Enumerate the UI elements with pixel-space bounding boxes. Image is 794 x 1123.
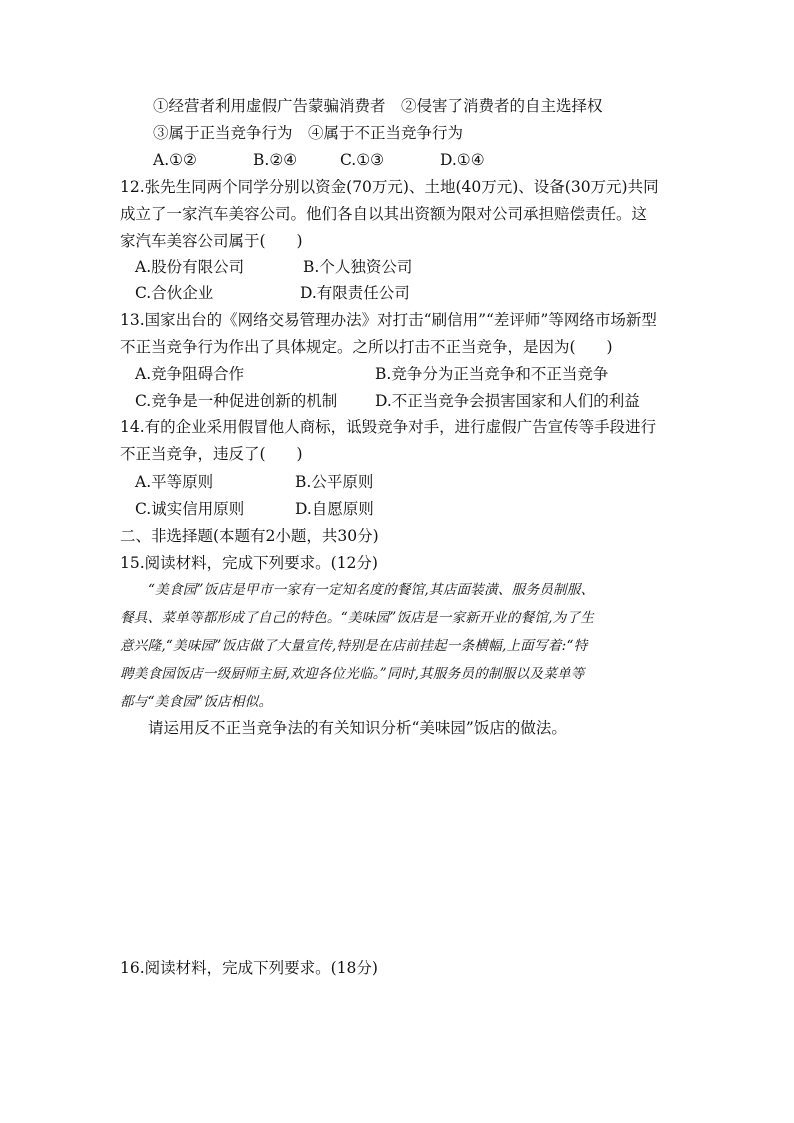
q13-option-c[interactable]: C.竞争是一种促进创新的机制 bbox=[135, 392, 338, 410]
q11-option-c[interactable]: C.①③ bbox=[340, 151, 385, 169]
q15-material-line-1: “美食园”饭店是甲市一家有一定知名度的餐馆,其店面装潢、服务员制服、 bbox=[148, 582, 595, 598]
q14-stem-line-2: 不正当竞争，违反了( ) bbox=[120, 445, 303, 463]
q15-answer-space[interactable] bbox=[120, 745, 680, 945]
q15-material-line-5: 都与“美食园”饭店相似。 bbox=[120, 694, 273, 710]
q11-option-a[interactable]: A.①② bbox=[153, 151, 197, 169]
q11-statements-line-1: ①经营者利用虚假广告蒙骗消费者 ②侵害了消费者的自主选择权 bbox=[153, 97, 603, 115]
q11-option-d[interactable]: D.①④ bbox=[440, 151, 485, 169]
q12-stem-line-1: 12.张先生同两个同学分别以资金(70万元)、土地(40万元)、设备(30万元)共同 bbox=[120, 178, 659, 196]
q12-option-d[interactable]: D.有限责任公司 bbox=[300, 284, 410, 302]
q14-option-a[interactable]: A.平等原则 bbox=[135, 473, 214, 491]
q15-material-line-3: 意兴隆,“美味园”饭店做了大量宣传,特别是在店前挂起一条横幅,上面写着:“特 bbox=[120, 638, 588, 654]
q14-option-b[interactable]: B.公平原则 bbox=[295, 473, 374, 491]
q12-option-c[interactable]: C.合伙企业 bbox=[135, 284, 214, 302]
q13-option-a[interactable]: A.竞争阻碍合作 bbox=[135, 365, 245, 383]
q12-option-a[interactable]: A.股份有限公司 bbox=[135, 258, 245, 276]
q13-option-d[interactable]: D.不正当竞争会损害国家和人们的利益 bbox=[375, 392, 640, 410]
q15-stem: 15.阅读材料，完成下列要求。(12分) bbox=[120, 554, 378, 572]
q15-material-line-2: 餐具、菜单等都形成了自己的特色。“美味园”饭店是一家新开业的餐馆,为了生 bbox=[120, 610, 595, 626]
q13-option-b[interactable]: B.竞争分为正当竞争和不正当竞争 bbox=[375, 365, 609, 383]
q14-option-c[interactable]: C.诚实信用原则 bbox=[135, 500, 245, 518]
q12-stem-line-2: 成立了一家汽车美容公司。他们各自以其出资额为限对公司承担赔偿责任。这 bbox=[120, 205, 648, 223]
q12-stem-line-3: 家汽车美容公司属于( ) bbox=[120, 232, 303, 250]
q14-option-d[interactable]: D.自愿原则 bbox=[295, 500, 374, 518]
q13-stem-line-2: 不正当竞争行为作出了具体规定。之所以打击不正当竞争，是因为( ) bbox=[120, 338, 613, 356]
q13-stem-line-1: 13.国家出台的《网络交易管理办法》对打击“刷信用”“差评师”等网络市场新型 bbox=[120, 311, 657, 329]
q12-option-b[interactable]: B.个人独资公司 bbox=[303, 258, 413, 276]
q11-statements-line-2: ③属于正当竞争行为 ④属于不正当竞争行为 bbox=[153, 124, 464, 142]
q16-stem: 16.阅读材料，完成下列要求。(18分) bbox=[120, 959, 378, 977]
q11-option-b[interactable]: B.②④ bbox=[253, 151, 298, 169]
q15-requirement: 请运用反不正当竞争法的有关知识分析“美味园”饭店的做法。 bbox=[148, 719, 567, 737]
q14-stem-line-1: 14.有的企业采用假冒他人商标，诋毁竞争对手，进行虚假广告宣传等手段进行 bbox=[120, 418, 657, 436]
q15-material-line-4: 聘美食园饭店一级厨师主厨,欢迎各位光临。”同时,其服务员的制服以及菜单等 bbox=[120, 666, 585, 682]
section-heading: 二、非选择题(本题有2小题，共30分) bbox=[120, 527, 379, 545]
